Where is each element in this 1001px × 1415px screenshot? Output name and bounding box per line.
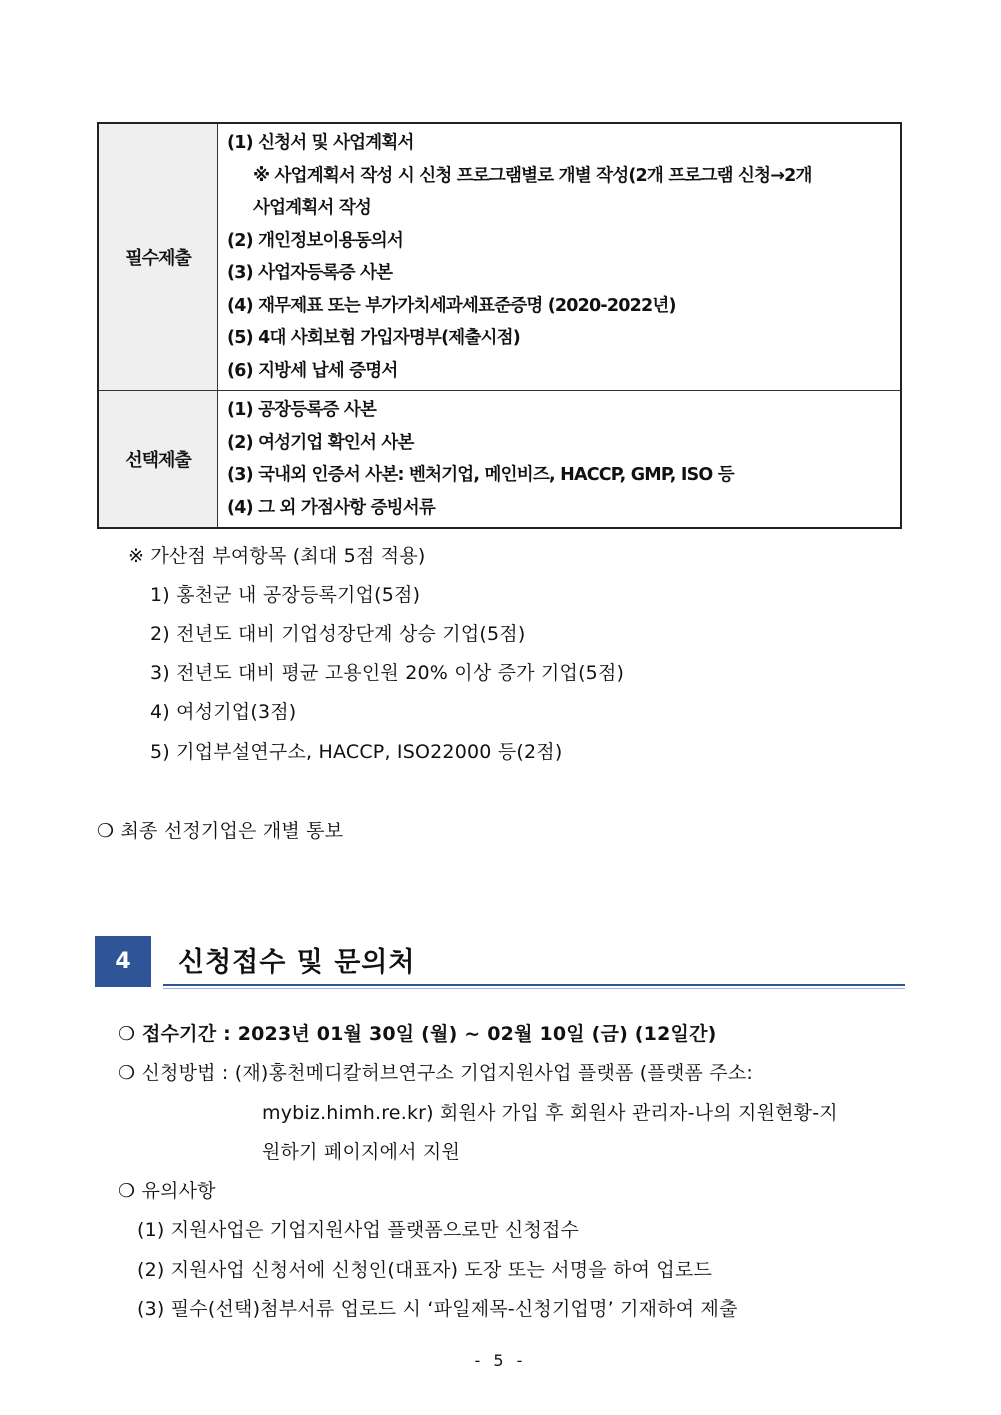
- note-item: (1) 지원사업은 기업지원사업 플랫폼으로만 신청접수: [137, 1219, 580, 1241]
- application-period: ❍ 접수기간 : 2023년 01월 30일 (월) ~ 02월 10일 (금) (12일간): [118, 1023, 717, 1045]
- notes-title: ❍ 유의사항: [118, 1180, 216, 1202]
- optional-item: (3) 국내외 인증서 사본: 벤처기업, 메인비즈, HACCP, GMP, ISO 등: [227, 465, 734, 485]
- optional-item: (2) 여성기업 확인서 사본: [227, 432, 414, 453]
- optional-item: (1) 공장등록증 사본: [227, 400, 377, 420]
- final-notice: ❍ 최종 선정기업은 개별 통보: [97, 820, 344, 842]
- bonus-item: 4) 여성기업(3점): [150, 701, 297, 723]
- note-item: (2) 지원사업 신청서에 신청인(대표자) 도장 또는 서명을 하여 업로드: [137, 1259, 713, 1281]
- page-number: - 5 -: [474, 1351, 527, 1370]
- application-method-cont: 원하기 페이지에서 지원: [262, 1141, 461, 1163]
- required-item: (2) 개인정보이용동의서: [227, 230, 404, 251]
- optional-list: [218, 391, 902, 529]
- section-divider-thin: [163, 988, 905, 989]
- required-item: (3) 사업자등록증 사본: [227, 263, 393, 283]
- application-method: ❍ 신청방법 : (재)홍천메디칼허브연구소 기업지원사업 플랫폼 (플랫폼 주소:: [118, 1062, 754, 1084]
- bonus-item: 5) 기업부설연구소, HACCP, ISO22000 등(2점): [150, 741, 563, 763]
- submission-documents-table: [97, 122, 902, 529]
- section-title: 신청접수 및 문의처: [178, 947, 416, 978]
- application-method-cont: mybiz.himh.re.kr) 회원사 가입 후 회원사 관리자-나의 지원현황-지: [262, 1102, 838, 1124]
- required-header: 필수제출: [98, 123, 218, 391]
- optional-header: 선택제출: [98, 391, 218, 529]
- required-item: (1) 신청서 및 사업계획서: [227, 133, 414, 153]
- required-list: [218, 123, 902, 391]
- section-divider: [163, 984, 905, 986]
- bonus-item: 1) 홍천군 내 공장등록기업(5점): [150, 584, 421, 606]
- required-note: ※ 사업계획서 작성 시 신청 프로그램별로 개별 작성(2개 프로그램 신청→2개: [253, 165, 812, 186]
- bonus-item: 2) 전년도 대비 기업성장단계 상승 기업(5점): [150, 623, 526, 645]
- bonus-title: ※ 가산점 부여항목 (최대 5점 적용): [128, 545, 426, 567]
- bonus-item: 3) 전년도 대비 평균 고용인원 20% 이상 증가 기업(5점): [150, 662, 625, 684]
- required-row: [98, 123, 901, 391]
- required-item: (6) 지방세 납세 증명서: [227, 360, 398, 381]
- section-number: 4: [95, 936, 151, 987]
- optional-item: (4) 그 외 가점사항 증빙서류: [227, 497, 435, 518]
- required-item: (5) 4대 사회보험 가입자명부(제출시점): [227, 328, 520, 348]
- optional-row: [98, 391, 901, 529]
- required-item: (4) 재무제표 또는 부가가치세과세표준증명 (2020-2022년): [227, 295, 676, 316]
- required-note-cont: 사업계획서 작성: [253, 198, 372, 218]
- note-item: (3) 필수(선택)첨부서류 업로드 시 ‘파일제목-신청기업명’ 기재하여 제출: [137, 1298, 738, 1320]
